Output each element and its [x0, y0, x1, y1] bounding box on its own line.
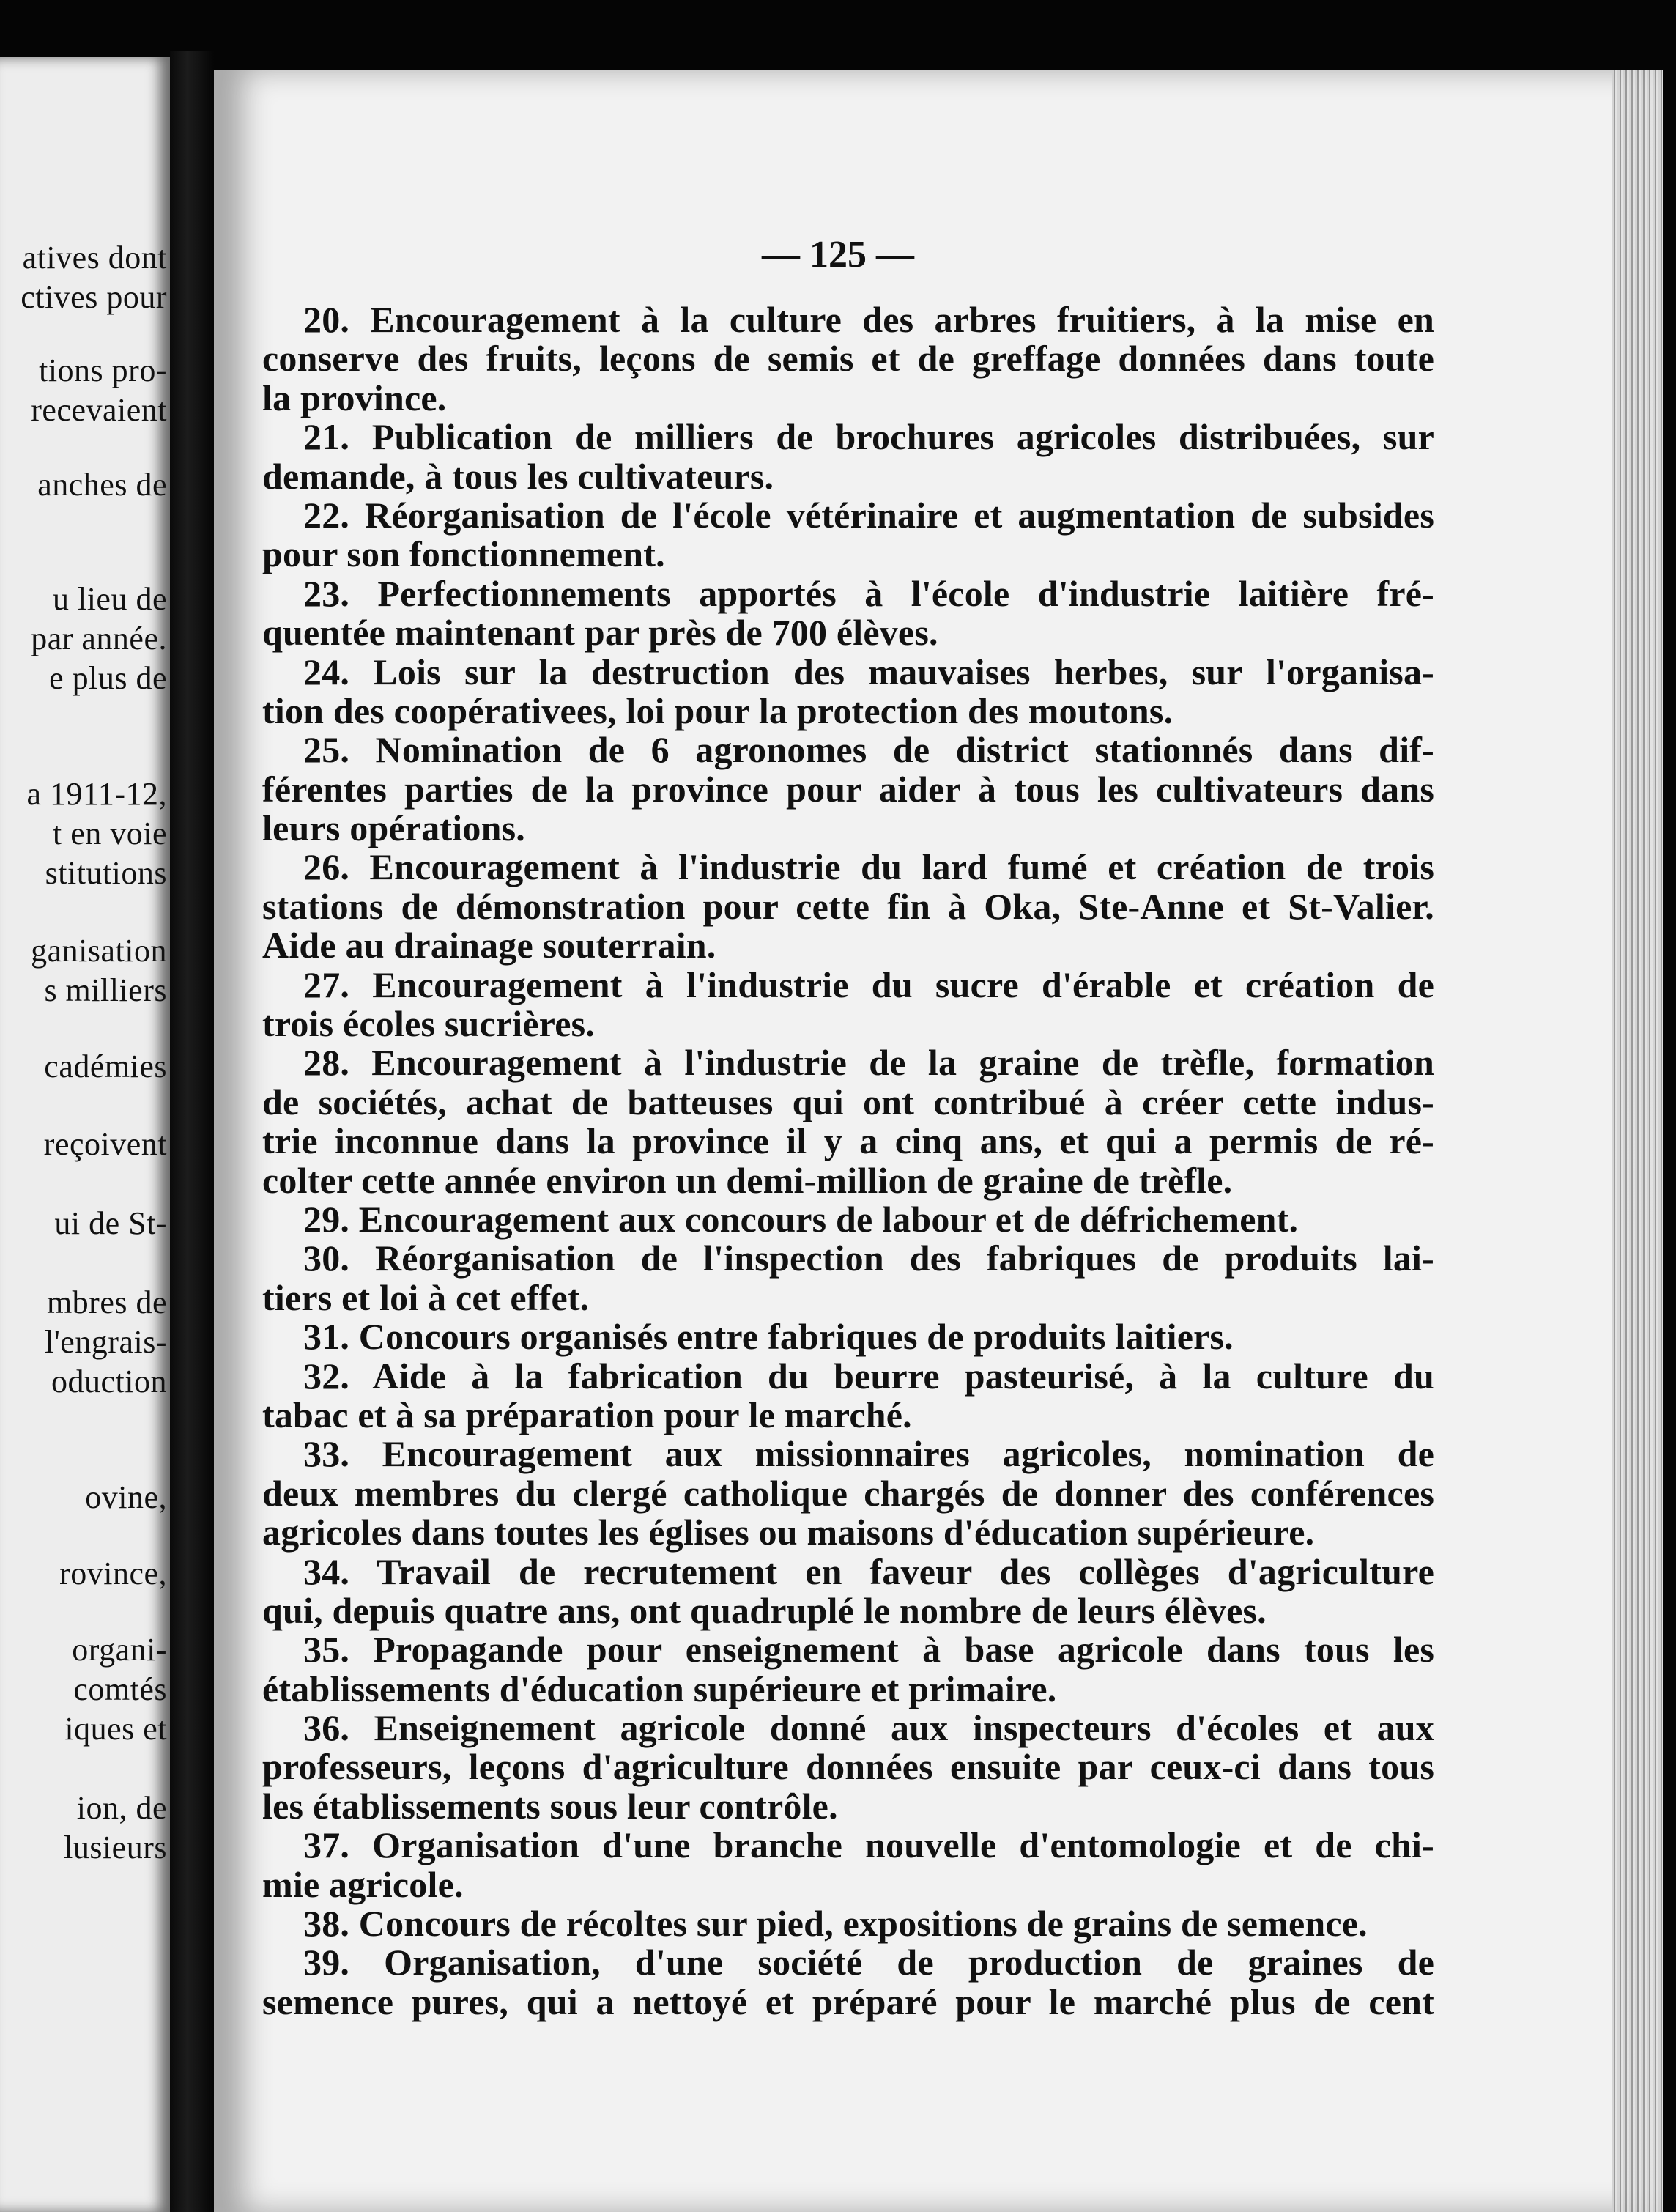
text-line: 34. Travail de recrutement en faveur des collèges d'agriculture [303, 1550, 1434, 1592]
left-page-text-fragments [0, 57, 170, 2212]
left-page-fragment: t en voie [52, 815, 167, 851]
text-line: 33. Encouragement aux missionnaires agricoles, nomination de [303, 1433, 1434, 1475]
text-line: qui, depuis quatre ans, ont quadruplé le nombre de leurs élèves. [262, 1589, 1267, 1631]
text-line: tabac et à sa préparation pour le marché. [262, 1394, 912, 1435]
text-line: tiers et loi à cet effet. [262, 1276, 590, 1318]
text-line: tion des coopérativees, loi pour la protection des moutons. [262, 689, 1173, 731]
text-line: 23. Perfectionnements apportés à l'école d'industrie laitière fré- [303, 572, 1434, 614]
text-line: mie agricole. [262, 1863, 464, 1905]
left-page-fragment: oduction [51, 1364, 167, 1399]
text-line: 36. Enseignement agricole donné aux inspecteurs d'écoles et aux [303, 1707, 1434, 1749]
text-line: férentes parties de la province pour aider à tous les cultivateurs dans [262, 768, 1434, 810]
left-page-fragment: ion, de [76, 1790, 167, 1826]
text-line: de sociétés, achat de batteuses qui ont contribué à créer cette indus- [262, 1081, 1434, 1122]
text-line: 24. Lois sur la destruction des mauvaises herbes, sur l'organisa- [303, 651, 1434, 692]
text-line: établissements d'éducation supérieure et primaire. [262, 1668, 1057, 1709]
body-text [262, 300, 1434, 2021]
left-page-fragment: stitutions [45, 855, 167, 891]
text-line: 26. Encouragement à l'industrie du lard fumé et création de trois [303, 846, 1434, 888]
left-page-fragment: reçoivent [43, 1126, 167, 1162]
text-line: les établissements sous leur contrôle. [262, 1785, 838, 1827]
text-line: leurs opérations. [262, 807, 525, 849]
left-facing-page [0, 57, 170, 2212]
text-line: agricoles dans toutes les églises ou maisons d'éducation supérieure. [262, 1512, 1315, 1553]
text-line: 25. Nomination de 6 agronomes de district stationnés dans dif- [303, 729, 1434, 771]
left-page-fragment: organi- [72, 1632, 167, 1668]
left-page-fragment: s milliers [44, 972, 167, 1008]
text-line: pour son fonctionnement. [262, 533, 665, 575]
left-page-fragment: par année. [31, 621, 167, 656]
text-line: 27. Encouragement à l'industrie du sucre d'érable et création de [303, 963, 1434, 1005]
left-page-fragment: recevaient [31, 392, 167, 428]
text-line: Aide au drainage souterrain. [262, 925, 716, 966]
left-page-fragment: ctives pour [21, 279, 167, 315]
book-gutter [170, 51, 214, 2212]
text-line: conserve des fruits, leçons de semis et de greffage données dans toute [262, 338, 1434, 380]
left-page-fragment: u lieu de [52, 581, 167, 617]
text-line: 32. Aide à la fabrication du beurre pasteurisé, à la culture du [303, 1355, 1434, 1397]
text-line: 20. Encouragement à la culture des arbres fruitiers, à la mise en [303, 299, 1434, 340]
text-line: 30. Réorganisation de l'inspection des fabriques de produits lai- [303, 1238, 1434, 1279]
text-line: 37. Organisation d'une branche nouvelle d'entomologie et de chi- [303, 1824, 1434, 1866]
text-line: 38. Concours de récoltes sur pied, expositions de grains de semence. [303, 1903, 1368, 1945]
left-page-fragment: atives dont [22, 240, 167, 275]
text-line: 39. Organisation, d'une société de production de graines de [303, 1942, 1434, 1983]
text-line: 22. Réorganisation de l'école vétérinaire et augmentation de subsides [303, 494, 1434, 536]
text-line: 35. Propagande pour enseignement à base agricole dans tous les [303, 1629, 1434, 1671]
left-page-fragment: e plus de [49, 660, 167, 696]
left-page-fragment: ganisation [31, 933, 167, 969]
page-edge-stack [1612, 70, 1663, 2212]
left-page-fragment: ovine, [85, 1479, 167, 1515]
text-line: colter cette année environ un demi-million de graine de trèfle. [262, 1159, 1233, 1201]
left-page-fragment: tions pro- [39, 352, 167, 388]
text-line: 29. Encouragement aux concours de labour et de défrichement. [303, 1198, 1299, 1240]
left-page-fragment: a 1911-12, [26, 776, 167, 812]
text-line: professeurs, leçons d'agriculture données ensuite par ceux-ci dans tous [262, 1746, 1434, 1788]
page-number: — 125 — [762, 234, 914, 275]
left-page-fragment: anches de [37, 467, 167, 503]
text-line: 21. Publication de milliers de brochures agricoles distribuées, sur [303, 416, 1434, 458]
left-page-fragment: l'engrais- [45, 1324, 167, 1360]
left-page-fragment: cadémies [44, 1048, 167, 1084]
text-line: 28. Encouragement à l'industrie de la graine de trèfle, formation [303, 1042, 1434, 1084]
text-line: deux membres du clergé catholique chargés de donner des conférences [262, 1472, 1434, 1514]
text-line: la province. [262, 377, 447, 418]
left-page-fragment: iques et [64, 1711, 167, 1747]
text-line: stations de démonstration pour cette fin à Oka, Ste-Anne et St-Valier. [262, 885, 1434, 927]
left-page-fragment: rovince, [59, 1556, 167, 1591]
left-page-fragment: comtés [73, 1671, 167, 1707]
text-line: trie inconnue dans la province il y a cinq ans, et qui a permis de ré- [262, 1120, 1434, 1162]
left-page-fragment: ui de St- [54, 1205, 167, 1241]
text-line: trois écoles sucrières. [262, 1003, 595, 1045]
text-line: quentée maintenant par près de 700 élèves. [262, 612, 938, 654]
text-line: 31. Concours organisés entre fabriques de produits laitiers. [303, 1316, 1234, 1358]
left-page-fragment: mbres de [46, 1284, 167, 1320]
left-page-fragment: lusieurs [64, 1830, 167, 1865]
text-line: demande, à tous les cultivateurs. [262, 455, 774, 497]
text-line: semence pures, qui a nettoyé et préparé pour le marché plus de cent [262, 1980, 1434, 2022]
